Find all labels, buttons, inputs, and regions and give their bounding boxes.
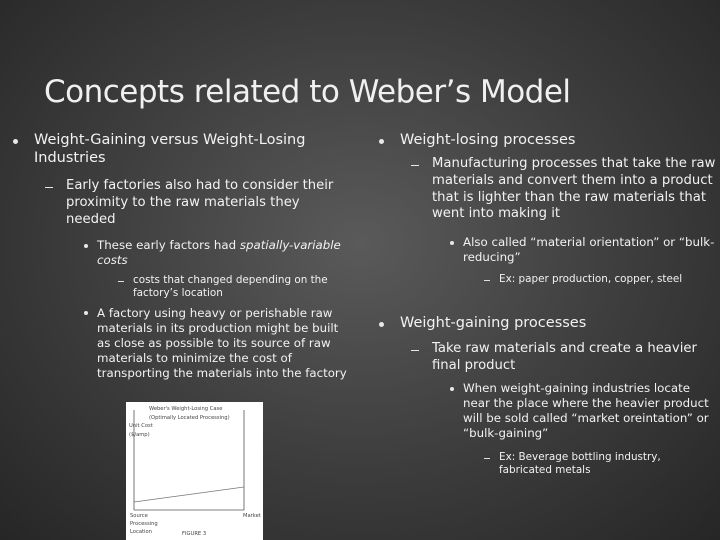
bullet-dot: [450, 387, 454, 391]
figure-title: Weber's Weight-Losing Case: [149, 406, 223, 412]
bullet-dash: [45, 187, 53, 188]
left-subpoint: Early factories also had to consider their proximity to the raw materials they needed: [66, 178, 334, 227]
cost-line: [134, 487, 244, 502]
figure-ylabel-line2: ($/amp): [129, 432, 150, 438]
figure-caption: FIGURE 3: [182, 531, 207, 537]
figure-ylabel-line1: Unit Cost: [129, 423, 153, 429]
left-heading: Weight-Gaining versus Weight-Losing Industries: [34, 132, 306, 167]
figure-subtitle: (Optimally Located Processing): [149, 415, 230, 421]
figure-xlabel-line1: Processing: [130, 521, 158, 527]
bullet-dot: [84, 244, 88, 248]
costs-prefix: These early factors had: [97, 238, 240, 252]
left-costs-detail: costs that changed depending on the factory’s location: [133, 274, 328, 300]
figure-xlabel-line2: Location: [130, 529, 152, 535]
costs-emphasis: spatially-variable costs: [97, 238, 341, 267]
bullet-dot: [450, 241, 454, 245]
right-point-market-orientation: When weight-gaining industries locate near the place where the heavier product will be sold called “market oreintation” or “bulk-gaining”: [463, 381, 709, 440]
right-subpoint-gaining: Take raw materials and create a heavier final product: [432, 341, 697, 373]
left-point-factory: A factory using heavy or perishable raw materials in its production might be built as close as possible to its source of raw materials to minimize the cost of transporting the materials into the factory: [97, 306, 347, 380]
bullet-dash: [484, 280, 490, 281]
bullet-dash: [411, 350, 419, 351]
right-example-losing: Ex: paper production, copper, steel: [499, 273, 683, 285]
bullet-dot: [379, 322, 384, 327]
right-point-material-orientation: Also called “material orientation” or “bulk-reducing”: [463, 235, 715, 264]
bullet-dash: [484, 458, 490, 459]
right-heading-weight-gaining: Weight-gaining processes: [400, 315, 587, 331]
figure-plot: [126, 402, 263, 540]
bullet-dot: [84, 311, 88, 315]
bullet-dash: [118, 281, 124, 282]
bullet-dot: [379, 139, 384, 144]
left-point-costs: [97, 238, 347, 268]
figure-source-label: Source: [130, 513, 148, 519]
right-subpoint-losing: Manufacturing processes that take the raw materials and convert them into a product that is lighter than the raw materials that went into making it: [432, 156, 716, 222]
bullet-dot: [13, 139, 18, 144]
figure-market-label: Market: [243, 513, 261, 519]
bullet-dash: [411, 165, 419, 166]
weight-losing-figure: [126, 402, 263, 540]
right-example-gaining: Ex: Beverage bottling industry, fabricated metals: [499, 451, 661, 477]
right-heading-weight-losing: Weight-losing processes: [400, 132, 576, 148]
slide-title: Concepts related to Weber’s Model: [44, 74, 571, 110]
